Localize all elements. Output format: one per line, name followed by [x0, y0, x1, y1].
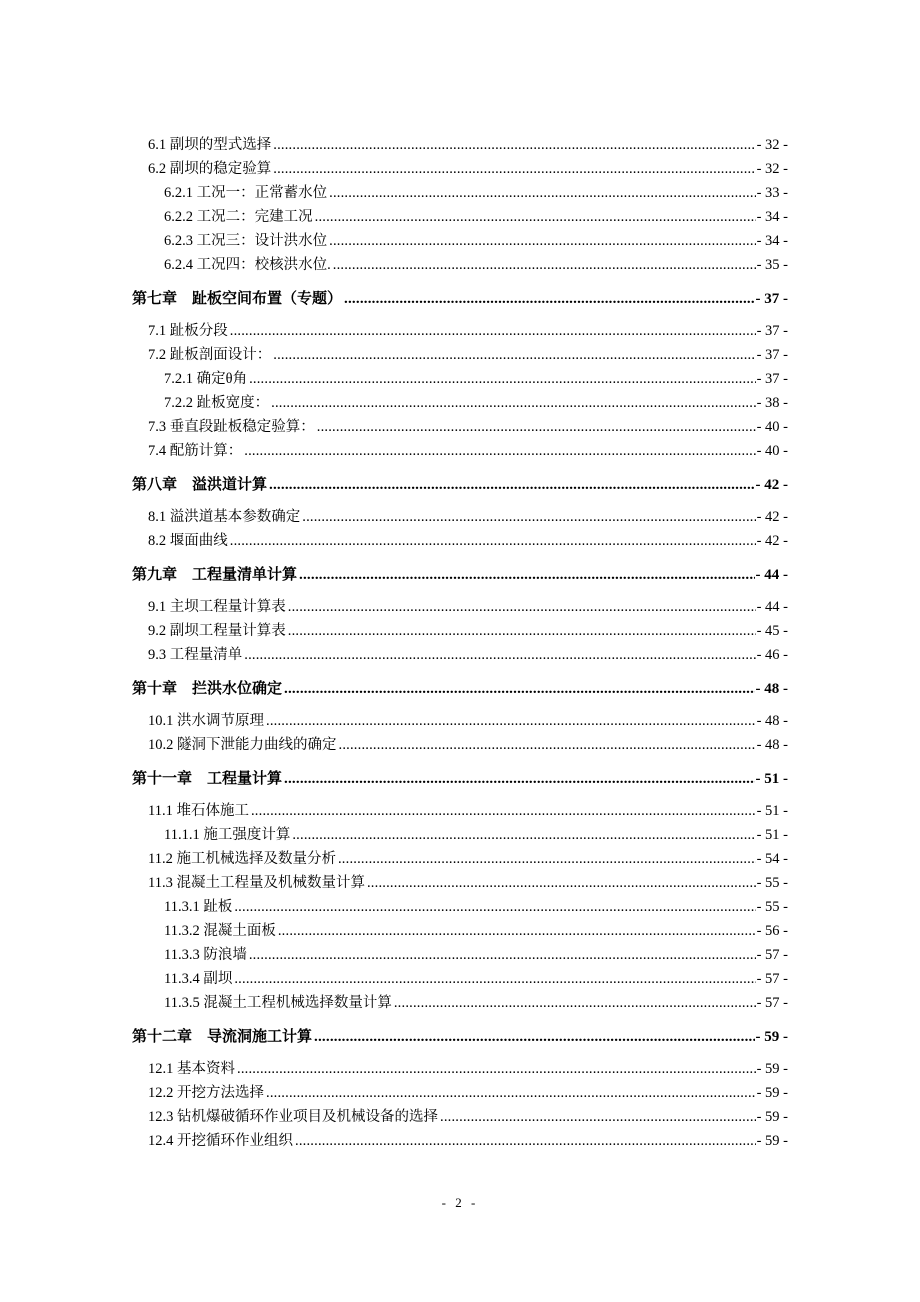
- dot-leader: [394, 991, 756, 1015]
- toc-section-entry[interactable]: [132, 1081, 788, 1105]
- toc-chapter-entry[interactable]: [132, 469, 788, 501]
- dot-leader: [288, 595, 756, 619]
- toc-entry-page: - 55 -: [756, 875, 788, 891]
- toc-subsection-entry[interactable]: [132, 367, 788, 391]
- toc-entry-page: - 32 -: [756, 137, 788, 153]
- dot-leader: [292, 823, 755, 847]
- toc-entry-page: - 37 -: [756, 347, 788, 363]
- toc-entry-page: - 59 -: [756, 1109, 788, 1125]
- dot-leader: [273, 157, 755, 181]
- toc-entry-title: 6.1 副坝的型式选择: [148, 137, 272, 153]
- toc-entry-page: - 40 -: [756, 419, 788, 435]
- toc-entry-title: 6.2.1 工况一：正常蓄水位: [164, 185, 328, 201]
- toc-section-entry[interactable]: [132, 871, 788, 895]
- toc-entry-title: 7.1 趾板分段: [148, 323, 228, 339]
- toc-entry-title: 10.2 隧洞下泄能力曲线的确定: [148, 737, 337, 753]
- dot-leader: [266, 709, 756, 733]
- toc-entry-page: - 44 -: [755, 567, 788, 583]
- toc-entry-title: 7.4 配筋计算：: [148, 443, 243, 459]
- toc-subsection-entry[interactable]: [132, 895, 788, 919]
- toc-entry-page: - 51 -: [756, 803, 788, 819]
- dot-leader: [244, 643, 755, 667]
- dot-leader: [284, 763, 754, 795]
- dot-leader: [249, 943, 756, 967]
- toc-subsection-entry[interactable]: [132, 823, 788, 847]
- dot-leader: [237, 1057, 756, 1081]
- toc-subsection-entry[interactable]: [132, 943, 788, 967]
- dot-leader: [338, 847, 756, 871]
- dot-leader: [269, 469, 754, 501]
- toc-entry-page: - 33 -: [756, 185, 788, 201]
- toc-entry-page: - 48 -: [756, 713, 788, 729]
- toc-entry-title: 8.2 堰面曲线: [148, 533, 228, 549]
- toc-entry-page: - 51 -: [755, 771, 788, 787]
- toc-section-entry[interactable]: [132, 505, 788, 529]
- dot-leader: [367, 871, 756, 895]
- toc-subsection-entry[interactable]: [132, 991, 788, 1015]
- toc-entry-title: 第十一章 工程量计算: [132, 771, 283, 787]
- dot-leader: [302, 505, 755, 529]
- toc-chapter-entry[interactable]: [132, 1021, 788, 1053]
- toc-entry-page: - 57 -: [756, 995, 788, 1011]
- toc-entry-page: - 44 -: [756, 599, 788, 615]
- toc-entry-title: 12.2 开挖方法选择: [148, 1085, 264, 1101]
- toc-subsection-entry[interactable]: [132, 205, 788, 229]
- toc-entry-page: - 42 -: [756, 533, 788, 549]
- toc-entry-title: 第八章 溢洪道计算: [132, 477, 268, 493]
- toc-entry-page: - 57 -: [756, 971, 788, 987]
- toc-section-entry[interactable]: [132, 847, 788, 871]
- toc-section-entry[interactable]: [132, 415, 788, 439]
- toc-entry-page: - 59 -: [756, 1133, 788, 1149]
- toc-entry-title: 8.1 溢洪道基本参数确定: [148, 509, 301, 525]
- toc-entry-title: 11.3 混凝土工程量及机械数量计算: [148, 875, 365, 891]
- dot-leader: [271, 391, 755, 415]
- toc-entry-title: 11.1 堆石体施工: [148, 803, 249, 819]
- toc-entry-title: 6.2.4 工况四：校核洪水位.: [164, 257, 331, 273]
- toc-subsection-entry[interactable]: [132, 253, 788, 277]
- toc-entry-title: 6.2.3 工况三：设计洪水位: [164, 233, 328, 249]
- dot-leader: [251, 799, 756, 823]
- toc-entry-title: 第九章 工程量清单计算: [132, 567, 298, 583]
- toc-section-entry[interactable]: [132, 133, 788, 157]
- toc-entry-title: 11.3.2 混凝土面板: [164, 923, 276, 939]
- toc-section-entry[interactable]: [132, 799, 788, 823]
- toc-entry-title: 11.1.1 施工强度计算: [164, 827, 291, 843]
- toc-section-entry[interactable]: [132, 643, 788, 667]
- dot-leader: [284, 673, 754, 705]
- toc-entry-title: 9.1 主坝工程量计算表: [148, 599, 286, 615]
- toc-subsection-entry[interactable]: [132, 919, 788, 943]
- dot-leader: [317, 415, 756, 439]
- dot-leader: [329, 229, 755, 253]
- toc-entry-page: - 46 -: [756, 647, 788, 663]
- toc-entry-title: 第十章 拦洪水位确定: [132, 681, 283, 697]
- toc-entry-page: - 57 -: [756, 947, 788, 963]
- dot-leader: [314, 1021, 754, 1053]
- dot-leader: [230, 529, 756, 553]
- dot-leader: [266, 1081, 756, 1105]
- toc-entry-title: 7.3 垂直段趾板稳定验算：: [148, 419, 315, 435]
- toc-entry-title: 11.3.4 副坝: [164, 971, 233, 987]
- toc-entry-page: - 37 -: [756, 323, 788, 339]
- toc-entry-page: - 51 -: [756, 827, 788, 843]
- toc-subsection-entry[interactable]: [132, 181, 788, 205]
- toc-entry-page: - 40 -: [756, 443, 788, 459]
- toc-entry-page: - 56 -: [756, 923, 788, 939]
- toc-section-entry[interactable]: [132, 619, 788, 643]
- toc-section-entry[interactable]: [132, 709, 788, 733]
- toc-entry-page: - 42 -: [756, 509, 788, 525]
- toc-section-entry[interactable]: [132, 1057, 788, 1081]
- dot-leader: [299, 559, 754, 591]
- toc-entry-title: 12.3 钻机爆破循环作业项目及机械设备的选择: [148, 1109, 438, 1125]
- toc-entry-page: - 35 -: [756, 257, 788, 273]
- toc-entry-title: 10.1 洪水调节原理: [148, 713, 264, 729]
- table-of-contents: [132, 133, 788, 1153]
- toc-section-entry[interactable]: [132, 1129, 788, 1153]
- toc-chapter-entry[interactable]: [132, 283, 788, 315]
- toc-chapter-entry[interactable]: [132, 673, 788, 705]
- dot-leader: [344, 283, 754, 315]
- toc-section-entry[interactable]: [132, 343, 788, 367]
- toc-entry-title: 6.2 副坝的稳定验算: [148, 161, 272, 177]
- toc-entry-page: - 37 -: [755, 291, 788, 307]
- toc-entry-page: - 32 -: [756, 161, 788, 177]
- toc-section-entry[interactable]: [132, 1105, 788, 1129]
- toc-entry-title: 12.1 基本资料: [148, 1061, 235, 1077]
- toc-entry-page: - 38 -: [756, 395, 788, 411]
- toc-entry-title: 7.2.1 确定θ角: [164, 371, 248, 387]
- dot-leader: [244, 439, 755, 463]
- toc-entry-page: - 42 -: [755, 477, 788, 493]
- toc-entry-title: 7.2.2 趾板宽度：: [164, 395, 270, 411]
- toc-entry-page: - 59 -: [756, 1085, 788, 1101]
- toc-entry-title: 12.4 开挖循环作业组织: [148, 1133, 293, 1149]
- dot-leader: [329, 181, 755, 205]
- toc-entry-title: 6.2.2 工况二：完建工况: [164, 209, 313, 225]
- toc-entry-title: 9.2 副坝工程量计算表: [148, 623, 286, 639]
- page-number: - 2 -: [441, 1195, 479, 1210]
- dot-leader: [333, 253, 756, 277]
- dot-leader: [234, 895, 755, 919]
- toc-entry-title: 11.3.5 混凝土工程机械选择数量计算: [164, 995, 392, 1011]
- toc-entry-page: - 45 -: [756, 623, 788, 639]
- toc-section-entry[interactable]: [132, 439, 788, 463]
- toc-subsection-entry[interactable]: [132, 967, 788, 991]
- dot-leader: [249, 367, 756, 391]
- dot-leader: [230, 319, 756, 343]
- toc-subsection-entry[interactable]: [132, 229, 788, 253]
- toc-entry-title: 11.3.3 防浪墙: [164, 947, 247, 963]
- toc-chapter-entry[interactable]: [132, 559, 788, 591]
- dot-leader: [315, 205, 756, 229]
- toc-section-entry[interactable]: [132, 595, 788, 619]
- dot-leader: [273, 343, 755, 367]
- toc-entry-title: 第七章 趾板空间布置（专题）: [132, 291, 343, 307]
- toc-entry-page: - 59 -: [755, 1029, 788, 1045]
- dot-leader: [295, 1129, 756, 1153]
- toc-section-entry[interactable]: [132, 319, 788, 343]
- dot-leader: [339, 733, 756, 757]
- toc-entry-page: - 34 -: [756, 233, 788, 249]
- toc-entry-title: 第十二章 导流洞施工计算: [132, 1029, 313, 1045]
- toc-entry-title: 9.3 工程量清单: [148, 647, 243, 663]
- toc-chapter-entry[interactable]: [132, 763, 788, 795]
- toc-section-entry[interactable]: [132, 157, 788, 181]
- toc-entry-page: - 37 -: [756, 371, 788, 387]
- toc-entry-title: 11.3.1 趾板: [164, 899, 233, 915]
- toc-entry-page: - 48 -: [755, 681, 788, 697]
- dot-leader: [234, 967, 755, 991]
- toc-entry-title: 7.2 趾板剖面设计：: [148, 347, 272, 363]
- toc-entry-page: - 55 -: [756, 899, 788, 915]
- dot-leader: [273, 133, 755, 157]
- dot-leader: [288, 619, 756, 643]
- toc-entry-page: - 59 -: [756, 1061, 788, 1077]
- toc-section-entry[interactable]: [132, 733, 788, 757]
- toc-entry-page: - 54 -: [756, 851, 788, 867]
- toc-subsection-entry[interactable]: [132, 391, 788, 415]
- toc-entry-title: 11.2 施工机械选择及数量分析: [148, 851, 336, 867]
- dot-leader: [440, 1105, 756, 1129]
- toc-entry-page: - 48 -: [756, 737, 788, 753]
- dot-leader: [278, 919, 756, 943]
- toc-section-entry[interactable]: [132, 529, 788, 553]
- toc-entry-page: - 34 -: [756, 209, 788, 225]
